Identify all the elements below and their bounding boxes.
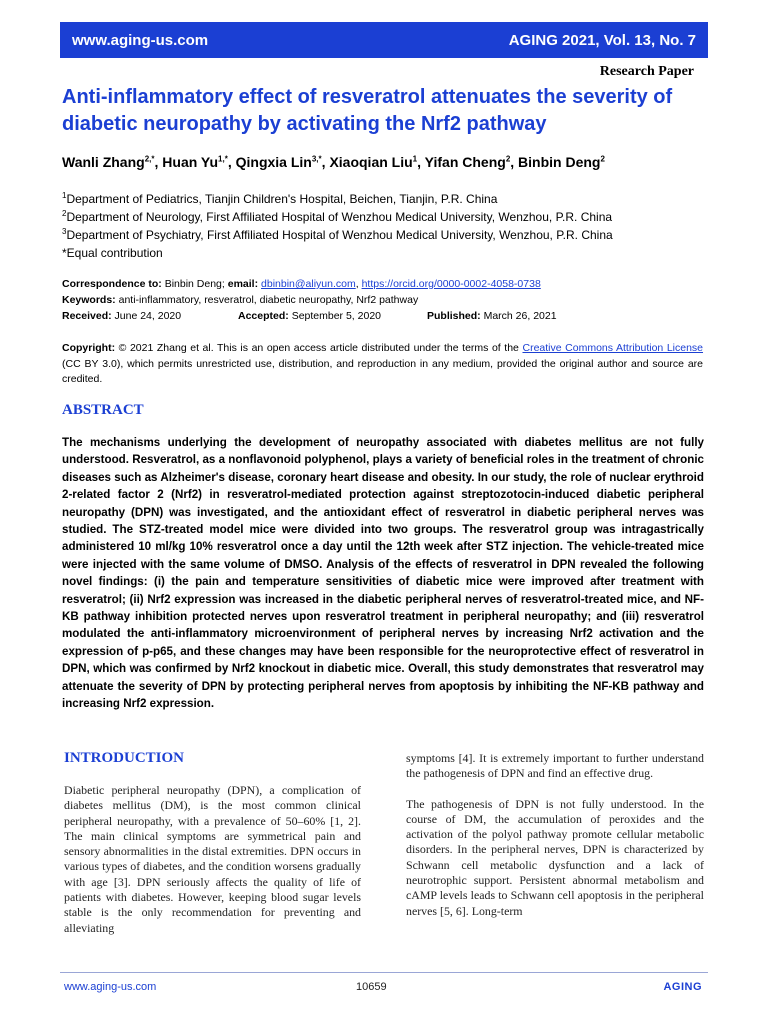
- author: Xiaoqian Liu$^1$,: [329, 154, 425, 170]
- header-journal-issue: AGING 2021, Vol. 13, No. 7: [508, 31, 696, 49]
- affiliation-item: $^3$Department of Psychiatry, First Affiliated Hospital of Wenzhou Medical University, Wenzhou, P.R. China: [62, 227, 613, 242]
- header-site-link[interactable]: www.aging-us.com: [72, 31, 209, 49]
- paper-type-label: Research Paper: [599, 64, 694, 79]
- keywords-line: Keywords: anti-inflammatory, resveratrol, diabetic neuropathy, Nrf2 pathway: [62, 294, 419, 306]
- copyright-notice: Copyright: © 2021 Zhang et al. This is an open access article distributed under the terms of the Creative Commons Attribution License (CC BY 3.0), which permits unrestricted use, distribution, and reproduction in any medium, provided the original author and source are credited.: [62, 342, 704, 385]
- author: Binbin Deng$^2$: [518, 154, 605, 170]
- author: Wanli Zhang$^{2,*}$,: [62, 154, 163, 170]
- email-link[interactable]: dbinbin@aliyun.com: [261, 278, 356, 290]
- author: Qingxia Lin$^{3,*}$,: [235, 154, 330, 170]
- intro-paragraph: symptoms [4]. It is extremely important to further understand the pathogenesis of DPN and find an effective drug.: [406, 751, 704, 781]
- published-date: March 26, 2021: [483, 310, 557, 322]
- article-metadata: [62, 276, 557, 324]
- author-list: [62, 154, 605, 170]
- abstract-heading: ABSTRACT: [62, 402, 144, 418]
- affiliation-list: [62, 190, 613, 262]
- accepted-date: September 5, 2020: [291, 310, 381, 322]
- author: Huan $Yu^{1,*}$,: [162, 154, 236, 170]
- affiliation-item: $^2$Department of Neurology, First Affiliated Hospital of Wenzhou Medical University, Wenzhou, P.R. China: [62, 209, 613, 224]
- equal-contribution-note: *Equal contribution: [62, 246, 163, 260]
- intro-column-left: Diabetic peripheral neuropathy (DPN), a complication of diabetes mellitus (DM), is the most common clinical peripheral neuropathy, with a prevalence of 50–60% [1, 2]. The main clinical symptoms are symmetrical pain and sensory abnormalities in the distal extremities. DPN occurs in various types of diabetes, and the condition worsens gradually with age [3]. DPN seriously affects the quality of life of patients with diabetes. However, keeping blood sugar levels stable is the only recommendation for preventing and alleviating: [64, 783, 361, 935]
- footer-divider: [60, 972, 708, 973]
- footer-site-link[interactable]: www.aging-us.com: [64, 981, 157, 993]
- introduction-heading: INTRODUCTION: [64, 750, 185, 766]
- orcid-link[interactable]: https://orcid.org/0000-0002-4058-0738: [361, 278, 541, 290]
- affiliation-item: $^1$Department of Pediatrics, Tianjin Children's Hospital, Beichen, Tianjin, P.R. China: [62, 191, 498, 206]
- license-link[interactable]: Creative Commons Attribution License: [522, 342, 704, 354]
- page-number: 10659: [356, 981, 387, 993]
- footer-journal-name: AGING: [663, 981, 702, 993]
- paper-title: Anti-inflammatory effect of resveratrol attenuates the severity of diabetic neuropathy by activating the Nrf2 pathway: [62, 86, 673, 135]
- received-date: June 24, 2020: [114, 310, 182, 322]
- abstract-text: The mechanisms underlying the development of neuropathy associated with diabetes mellitus are not fully understood. Resveratrol, as a nonflavonoid polyphenol, plays a variety of beneficial roles in the treatment of chronic diseases such as Alzheimer's disease, coronary heart disease and obesity. In our study, the role of nuclear erythroid 2-related factor 2 (Nrf2) in resveratrol-mediated protection against streptozotocin-induced diabetic peripheral neuropathy (DPN) was investigated, and the antioxidant effect of resveratrol in diabetic peripheral nerves was studied. The STZ-treated model mice were divided into two groups. The resveratrol group was intragastrically administered 10 ml/kg 10% resveratrol once a day until the 12th week after STZ injection. The vehicle-treated mice were injected with the same volume of DMSO. Analysis of the effects of resveratrol in DPN revealed the following novel findings: (i) the pain and temperature sensitivities of diabetic mice were improved after treatment with resveratrol; (ii) Nrf2 expression was increased in the diabetic peripheral nerves of resveratrol-treated mice, and NF-KB pathway inhibition protected nerves upon resveratrol treatment in peripheral neuropathy; and (iii) resveratrol modulated the anti-inflammatory microenvironment of peripheral nerves by increasing Nrf2 activation and the expression of p-p65, and these changes may have been responsible for the neuroprotective effect of resveratrol in DPN, which was confirmed by Nrf2 knockout in diabetic mice. Overall, this study demonstrates that resveratrol may attenuate the severity of DPN by protecting peripheral nerves from apoptosis by inhibiting the NF-KB pathway and increasing Nrf2 expression.: [62, 436, 704, 711]
- intro-paragraph: The pathogenesis of DPN is not fully understood. In the course of DM, the accumulation of peroxides and the activation of the polyol pathway promote cellular metabolic disorders. In the peripheral nerves, DPN is characterized by Schwann cell metabolic dysfunction and a lack of neurotrophic support. Persistent abnormal metabolism and cAMP levels leads to Schwann cell apoptosis in the peripheral nerves [5, 6]. Long-term: [406, 796, 704, 918]
- dates-line: Received: June 24, 2020 Accepted: September 5, 2020 Published: March 26, 2021: [62, 310, 557, 322]
- author: Yifan Cheng$^2$,: [424, 154, 519, 170]
- journal-header-bar: [60, 22, 708, 58]
- correspondence-line: Correspondence to: Binbin Deng; email: dbinbin@aliyun.com, https://orcid.org/0000-0002-4058-0738: [62, 278, 541, 290]
- intro-column-right: [406, 751, 704, 934]
